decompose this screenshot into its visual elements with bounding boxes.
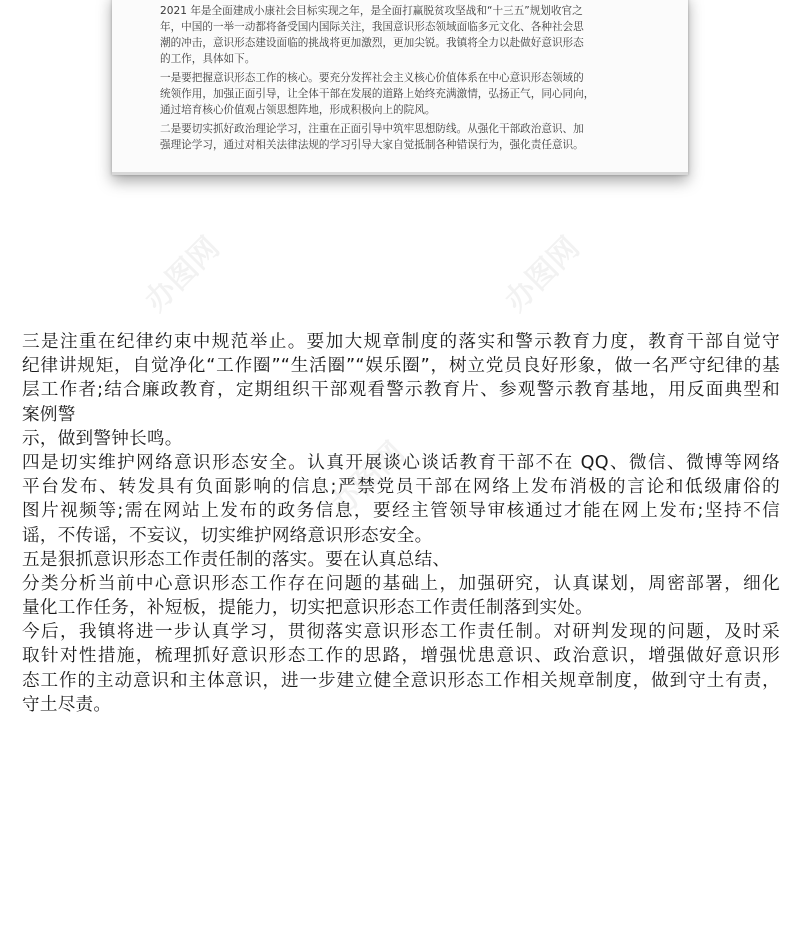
body-line: 平台发布、转发具有负面影响的信息;严禁党员干部在网络上发布消极的言论和低级庸俗的	[22, 477, 780, 498]
preview-line: 的工作，具体如下。	[160, 53, 256, 65]
preview-line: 二是要切实抓好政治理论学习，注重在正面引导中筑牢思想防线。从强化干部政治意识、加	[160, 123, 584, 135]
preview-line: 统领作用，加强正面引导，让全体干部在发展的道路上始终充满激情，弘扬正气，同心同向，	[160, 88, 595, 100]
preview-line: 2021 年是全面建成小康社会目标实现之年，是全面打赢脱贫攻坚战和“十三五”规划收官之	[160, 5, 583, 17]
body-line: 守土尽责。	[22, 694, 112, 715]
preview-line: 潮的冲击，意识形态建设面临的挑战将更加激烈，更加尖锐。我镇将全力以赴做好意识形态	[160, 37, 584, 49]
body-line: 层工作者;结合廉政教育，定期组织干部观看警示教育片、参观警示教育基地，用反面典型和	[22, 380, 780, 401]
body-line: 量化工作任务，补短板，提能力，切实把意识形态工作责任制落到实处。	[22, 598, 594, 619]
document-preview-card	[112, 0, 688, 175]
body-line: 五是狠抓意识形态工作责任制的落实。要在认真总结、	[22, 549, 451, 570]
preview-line: 一是要把握意识形态工作的核心。要充分发挥社会主义核心价值体系在中心意识形态领域的	[160, 72, 584, 84]
body-line: 态工作的主动意识和主体意识，进一步建立健全意识形态工作相关规章制度，做到守土有责，	[22, 670, 780, 691]
body-line: 取针对性措施，梳理抓好意识形态工作的思路，增强忧患意识、政治意识，增强做好意识形	[22, 646, 780, 667]
preview-line: 年，中国的一举一动都将备受国内国际关注，我国意识形态领域面临多元文化、各种社会思	[160, 21, 584, 33]
body-line: 图片视频等;需在网站上发布的政务信息，要经主管领导审核通过才能在网上发布;坚持不信	[22, 501, 780, 522]
watermark: 办图网	[323, 435, 412, 524]
preview-line: 通过培育核心价值观占领思想阵地，形成积极向上的院风。	[160, 104, 436, 116]
body-line: 谣，不传谣，不妄议，切实维护网络意识形态安全。	[22, 525, 433, 546]
body-line: 纪律讲规矩，自觉净化“工作圈”“生活圈”“娱乐圈”，树立党员良好形象，做一名严守纪律的基	[22, 356, 780, 377]
body-line: 案例警	[22, 404, 76, 425]
body-line: 分类分析当前中心意识形态工作存在问题的基础上，加强研究，认真谋划，周密部署，细化	[22, 573, 780, 594]
body-line: 今后，我镇将进一步认真学习，贯彻落实意识形态工作责任制。对研判发现的问题，及时采	[22, 622, 780, 643]
preview-line: 强理论学习，通过对相关法律法规的学习引导大家自觉抵制各种错误行为，强化责任意识。	[160, 139, 584, 151]
document-body	[22, 330, 780, 717]
body-line: 示，做到警钟长鸣。	[22, 428, 183, 449]
body-line: 三是注重在纪律约束中规范举止。要加大规章制度的落实和警示教育力度，教育干部自觉守	[22, 332, 780, 352]
body-line: 四是切实维护网络意识形态安全。认真开展谈心谈话教育干部不在 QQ、微信、微博等网络	[22, 452, 780, 473]
preview-line	[160, 0, 660, 2]
